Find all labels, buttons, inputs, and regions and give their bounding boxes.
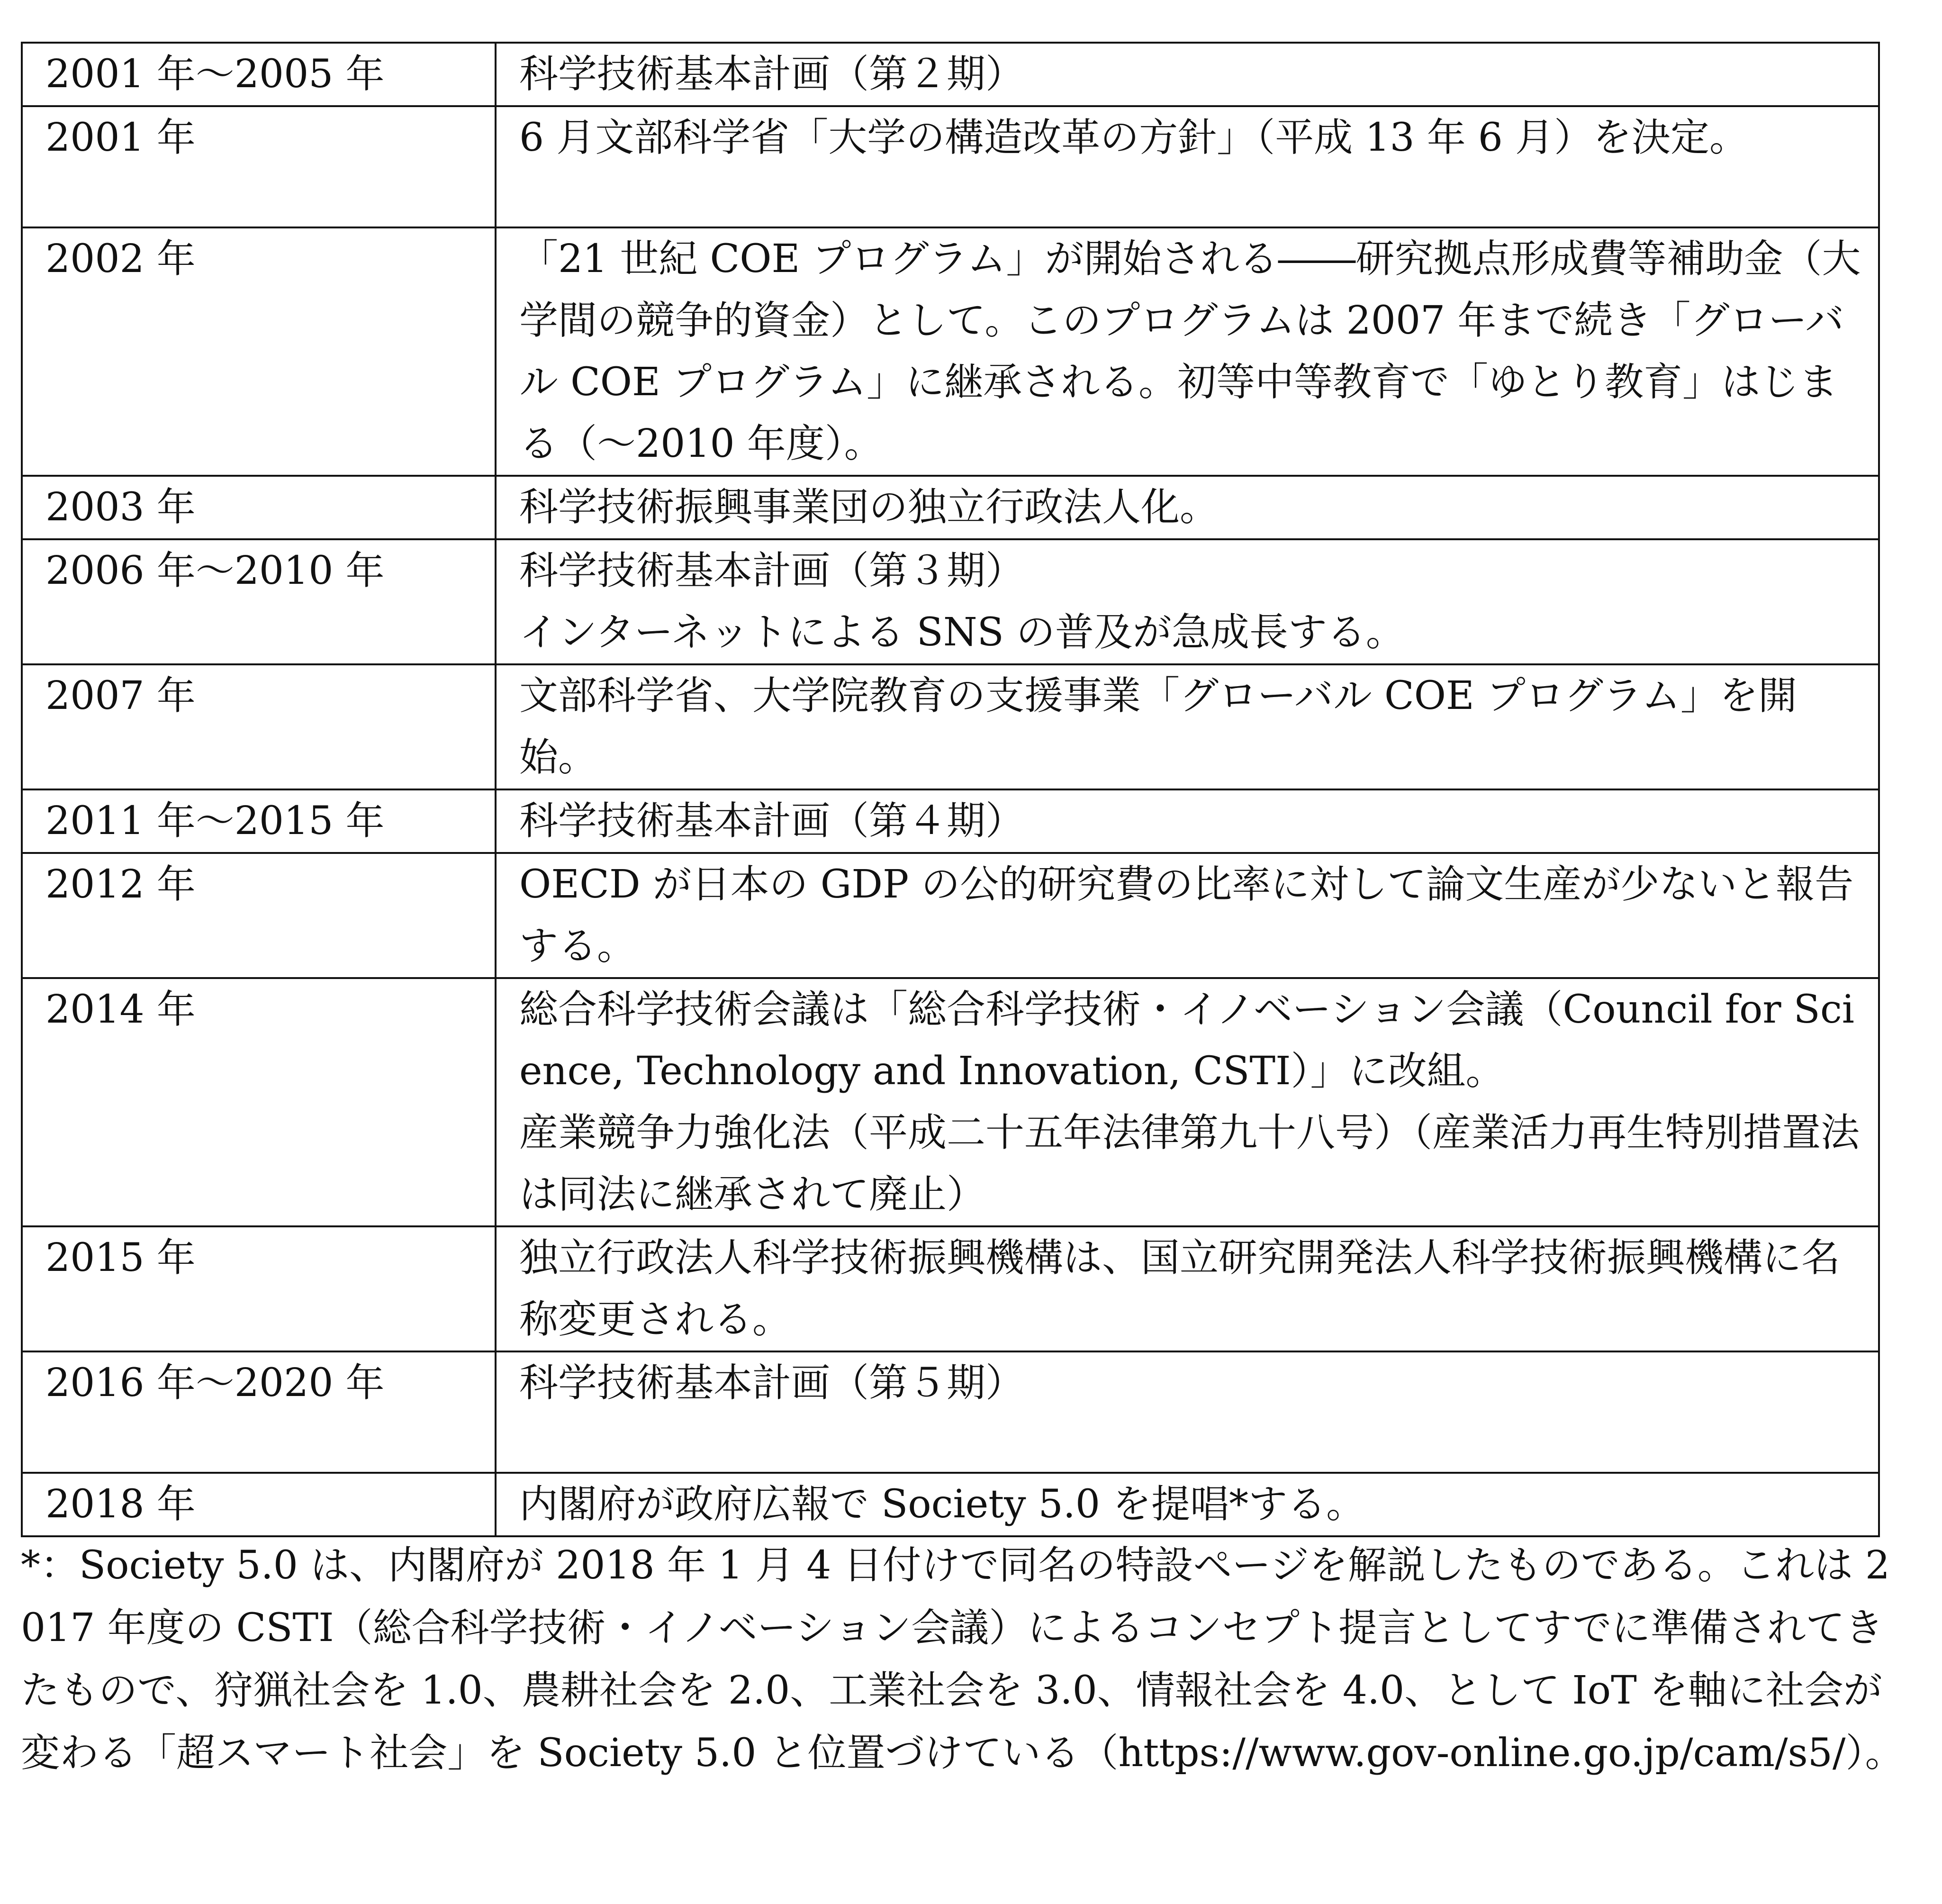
event-cell [496, 1473, 1879, 1536]
year-cell: 2006 年〜2010 年 [22, 539, 496, 664]
event-text: 「21 世紀 COE プログラム」が開始される――研究拠点形成費等補助金（大学間の競争的資金）として。このプログラムは 2007 年まで続き「グローバル COE プログラム」に継承される。初等中等教育で「ゆとり教育」はじまる（〜2010 年度）。 [519, 236, 1861, 466]
year-cell: 2007 年 [22, 664, 496, 789]
year-cell: 2001 年〜2005 年 [22, 43, 496, 106]
table-row [22, 1351, 1879, 1473]
year-cell: 2015 年 [22, 1226, 496, 1351]
event-cell [496, 227, 1879, 476]
event-text: 科学技術基本計画（第３期） [519, 548, 1025, 593]
event-text: 内閣府が政府広報で Society 5.0 を提唱*する。 [519, 1482, 1365, 1527]
event-text: 科学技術基本計画（第５期） [519, 1360, 1025, 1405]
year-cell: 2001 年 [22, 106, 496, 227]
event-cell [496, 978, 1879, 1226]
event-text: 科学技術基本計画（第２期） [519, 52, 1025, 97]
event-cell [496, 664, 1879, 789]
event-text: 独立行政法人科学技術振興機構は、国立研究開発法人科学技術振興機構に名称変更される。 [519, 1235, 1841, 1342]
table-row [22, 43, 1879, 106]
event-cell [496, 43, 1879, 106]
event-text: 文部科学省、大学院教育の支援事業「グローバル COE プログラム」を開始。 [519, 673, 1797, 780]
event-cell [496, 1226, 1879, 1351]
year-cell: 2016 年〜2020 年 [22, 1351, 496, 1473]
event-cell [496, 106, 1879, 227]
table-row [22, 853, 1879, 978]
event-text: OECD が日本の GDP の公的研究費の比率に対して論文生産が少ないと報告する。 [519, 862, 1854, 969]
timeline-body [22, 43, 1879, 1536]
event-text: インターネットによる SNS の普及が急成長する。 [519, 610, 1405, 655]
year-cell: 2014 年 [22, 978, 496, 1226]
table-row [22, 1473, 1879, 1536]
table-row [22, 106, 1879, 227]
event-text: 科学技術基本計画（第４期） [519, 798, 1025, 843]
table-row [22, 978, 1879, 1226]
event-text: 総合科学技術会議は「総合科学技術・イノベーション会議（Council for Science, Technology and Innovation, CSTI）」に改組。 [519, 987, 1855, 1094]
event-cell [496, 853, 1879, 978]
event-cell [496, 1351, 1879, 1473]
table-row [22, 789, 1879, 853]
year-cell: 2012 年 [22, 853, 496, 978]
timeline-table [21, 42, 1880, 1537]
year-cell: 2003 年 [22, 476, 496, 539]
event-text: 科学技術振興事業団の独立行政法人化。 [519, 485, 1219, 530]
event-cell [496, 539, 1879, 664]
table-row [22, 227, 1879, 476]
year-cell: 2018 年 [22, 1473, 496, 1536]
year-cell: 2011 年〜2015 年 [22, 789, 496, 853]
event-text: 6 月文部科学省「大学の構造改革の方針」（平成 13 年 6 月）を決定。 [519, 115, 1749, 160]
year-cell: 2002 年 [22, 227, 496, 476]
table-row [22, 539, 1879, 664]
table-row [22, 1226, 1879, 1351]
table-row [22, 664, 1879, 789]
event-text: 産業競争力強化法（平成二十五年法律第九十八号）（産業活力再生特別措置法は同法に継承されて廃止） [519, 1110, 1860, 1217]
table-row [22, 476, 1879, 539]
footnote: *：Society 5.0 は、内閣府が 2018 年 1 月 4 日付けで同名の特設ページを解説したものである。これは 2017 年度の CSTI（総合科学技術・イノベーション会議）によるコンセプト提言としてすでに準備されてきたもので、狩猟社会を 1.0、農耕社会を 2.0、工業社会を 3.0、情報社会を 4.0、として IoT を軸に社会が変わる「超スマート社会」を Society 5.0 と位置づけている（https://www.gov-online.go.jp/cam/s5/）。 [21, 1543, 1904, 1776]
event-cell [496, 789, 1879, 853]
event-cell [496, 476, 1879, 539]
